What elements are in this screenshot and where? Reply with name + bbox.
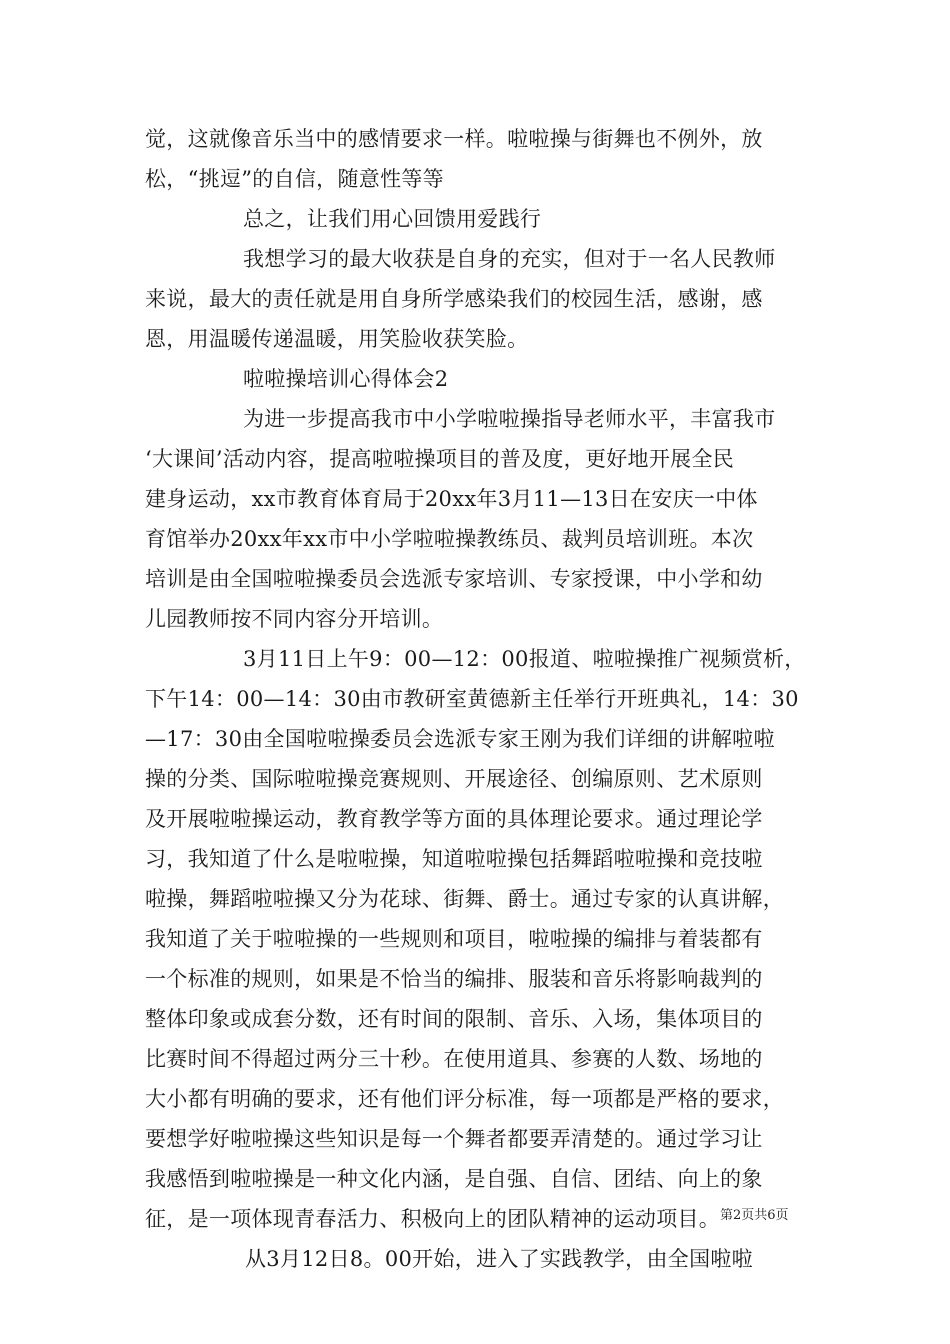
text-line: 我感悟到啦啦操是一种文化内涵，是自强、自信、团结、向上的象 (145, 1167, 763, 1191)
text-line: 恩，用温暖传递温暖，用笑脸收获笑脸。 (145, 327, 529, 351)
page-number: 第2页共6页 (720, 1208, 789, 1223)
text-line: 培训是由全国啦啦操委员会选派专家培训、专家授课，中小学和幼 (145, 567, 763, 591)
text-line: 总之，让我们用心回馈用爱践行 (243, 207, 542, 231)
text-line: 我想学习的最大收获是自身的充实，但对于一名人民教师 (243, 247, 776, 271)
text-line: 3月11日上午9：00—12：00报道、啦啦操推广视频赏析， (243, 647, 806, 671)
text-line: 征，是一项体现青春活力、积极向上的团队精神的运动项目。 (145, 1207, 721, 1231)
text-line: 为进一步提高我市中小学啦啦操指导老师水平，丰富我市 (243, 407, 776, 431)
text-line: ‘大课间’活动内容，提高啦啦操项目的普及度，更好地开展全民 (145, 447, 735, 471)
text-line: 比赛时间不得超过两分三十秒。在使用道具、参赛的人数、场地的 (145, 1047, 763, 1071)
text-line: 要想学好啦啦操这些知识是每一个舞者都要弄清楚的。通过学习让 (145, 1127, 763, 1151)
text-line: 儿园教师按不同内容分开培训。 (145, 607, 444, 631)
text-line: 觉，这就像音乐当中的感情要求一样。啦啦操与街舞也不例外，放 (145, 127, 763, 151)
document-body (145, 119, 815, 1279)
text-line: 从3月12日8。00开始，进入了实践教学，由全国啦啦 (245, 1247, 753, 1271)
text-line: 下午14：00—14：30由市教研室黄德新主任举行开班典礼，14：30 (145, 687, 799, 711)
text-line: 操的分类、国际啦啦操竞赛规则、开展途径、创编原则、艺术原则 (145, 767, 763, 791)
section-heading: 啦啦操培训心得体会2 (243, 367, 449, 391)
text-line: 习，我知道了什么是啦啦操，知道啦啦操包括舞蹈啦啦操和竞技啦 (145, 847, 763, 871)
text-line: 来说，最大的责任就是用自身所学感染我们的校园生活，感谢，感 (145, 287, 763, 311)
text-line: 大小都有明确的要求，还有他们评分标准，每一项都是严格的要求， (145, 1087, 784, 1111)
text-line: 及开展啦啦操运动，教育教学等方面的具体理论要求。通过理论学 (145, 807, 763, 831)
text-line: 啦操，舞蹈啦啦操又分为花球、街舞、爵士。通过专家的认真讲解， (145, 887, 784, 911)
text-line: —17：30由全国啦啦操委员会选派专家王刚为我们详细的讲解啦啦 (145, 727, 775, 751)
text-line: 一个标准的规则，如果是不恰当的编排、服装和音乐将影响裁判的 (145, 967, 763, 991)
text-line: 整体印象或成套分数，还有时间的限制、音乐、入场，集体项目的 (145, 1007, 763, 1031)
text-line: 建身运动，xx市教育体育局于20xx年3月11—13日在安庆一中体 (145, 487, 758, 511)
text-line: 松，“挑逗”的自信，随意性等等 (145, 167, 444, 191)
text-line: 我知道了关于啦啦操的一些规则和项目，啦啦操的编排与着装都有 (145, 927, 763, 951)
text-line: 育馆举办20xx年xx市中小学啦啦操教练员、裁判员培训班。本次 (145, 527, 754, 551)
